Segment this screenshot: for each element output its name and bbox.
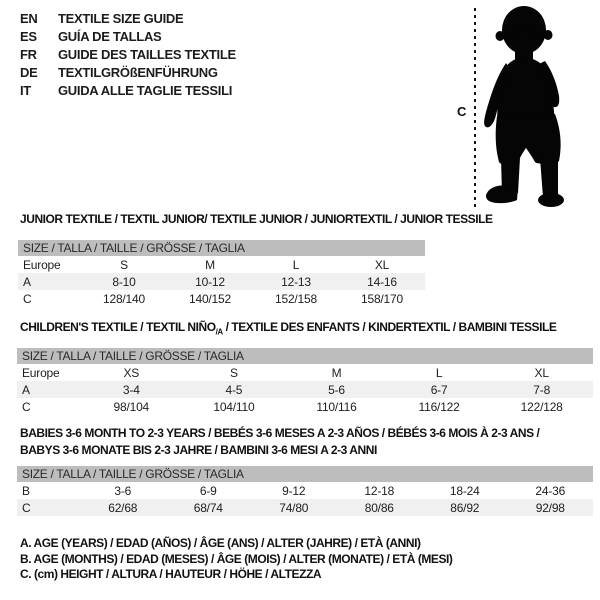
- babies-size-table: [17, 466, 593, 516]
- table-cell: 128/140: [103, 291, 145, 306]
- babies-title-line2: BABYS 3-6 MONATE BIS 2-3 JAHRE / BAMBINI 3-6 MESI A 2-3 ANNI: [20, 442, 377, 457]
- size-header-bar: SIZE / TALLA / TAILLE / GRÖSSE / TAGLIA: [17, 348, 593, 364]
- table-cell: 6-9: [199, 483, 217, 498]
- table-row-age: [18, 273, 425, 290]
- junior-size-table: [18, 240, 425, 307]
- children-title-prefix: CHILDREN'S TEXTILE / TEXTIL NIÑO: [20, 320, 216, 334]
- table-cell: 12-18: [364, 483, 395, 498]
- lang-row-de: [20, 63, 236, 81]
- table-row-height: [18, 290, 425, 307]
- height-measure-label: C: [457, 104, 467, 119]
- table-cell: 8-10: [112, 274, 136, 289]
- children-title-sub: /A: [215, 327, 223, 337]
- children-size-table: [17, 348, 593, 415]
- table-row-height: [17, 398, 593, 415]
- table-cell: XL: [534, 365, 549, 380]
- table-cell: S: [120, 257, 128, 272]
- table-cell: 24-36: [535, 483, 566, 498]
- table-row-europe: [18, 256, 425, 273]
- babies-title-line1: BABIES 3-6 MONTH TO 2-3 YEARS / BEBÉS 3-6 MESES A 2-3 AÑOS / BÉBÉS 3-6 MOIS À 2-3 ANS /: [20, 426, 540, 440]
- row-label: C: [23, 291, 32, 306]
- lang-label: GUIDE DES TAILLES TEXTILE: [58, 46, 236, 62]
- table-cell: 98/104: [113, 399, 150, 414]
- table-cell: 10-12: [195, 274, 225, 289]
- row-label: A: [22, 382, 30, 397]
- lang-label: GUÍA DE TALLAS: [58, 28, 162, 44]
- table-cell: 152/158: [275, 291, 317, 306]
- legend-line-c: C. (cm) HEIGHT / ALTURA / HAUTEUR / HÖHE / ALTEZZA: [20, 567, 322, 581]
- table-cell: 80/86: [364, 500, 394, 515]
- row-label: B: [22, 483, 30, 498]
- language-list: [20, 9, 236, 99]
- baby-silhouette-icon: [484, 6, 564, 207]
- baby-figure: [440, 0, 600, 215]
- junior-table-title: JUNIOR TEXTILE / TEXTIL JUNIOR/ TEXTILE JUNIOR / JUNIORTEXTIL / JUNIOR TESSILE: [20, 212, 493, 226]
- table-cell: 74/80: [279, 500, 309, 515]
- table-cell: 62/68: [108, 500, 138, 515]
- lang-label: TEXTILE SIZE GUIDE: [58, 10, 184, 26]
- table-cell: 116/122: [418, 399, 460, 414]
- table-row-months: [17, 482, 593, 499]
- table-cell: 7-8: [533, 382, 551, 397]
- table-cell: XL: [374, 257, 390, 272]
- legend-line-b: B. AGE (MONTHS) / EDAD (MESES) / ÂGE (MOIS) / ALTER (MONATE) / ETÀ (MESI): [20, 551, 453, 566]
- table-cell: 4-5: [225, 382, 243, 397]
- lang-code: FR: [20, 46, 37, 62]
- lang-label: TEXTILGRÖßENFÜHRUNG: [58, 64, 218, 80]
- lang-code: EN: [20, 10, 38, 26]
- lang-row-it: [20, 81, 236, 99]
- table-cell: 104/110: [213, 399, 255, 414]
- lang-row-fr: [20, 45, 236, 63]
- table-cell: 68/74: [193, 500, 223, 515]
- row-label: C: [22, 399, 31, 414]
- table-cell: 3-6: [114, 483, 132, 498]
- table-cell: 140/152: [189, 291, 231, 306]
- table-cell: XS: [123, 365, 140, 380]
- table-cell: 110/116: [316, 399, 357, 414]
- table-cell: 86/92: [450, 500, 480, 515]
- lang-row-es: [20, 27, 236, 45]
- row-label: C: [22, 500, 31, 515]
- table-cell: 18-24: [449, 483, 480, 498]
- row-label: A: [23, 274, 31, 289]
- children-table-title: [20, 320, 556, 336]
- table-row-age: [17, 381, 593, 398]
- table-cell: 3-4: [122, 382, 140, 397]
- table-cell: M: [331, 365, 342, 380]
- table-cell: 158/170: [361, 291, 403, 306]
- lang-row-en: [20, 9, 236, 27]
- table-cell: 9-12: [282, 483, 306, 498]
- lang-code: IT: [20, 82, 31, 98]
- lang-code: ES: [20, 28, 37, 44]
- row-label: Europe: [22, 365, 60, 380]
- table-cell: L: [292, 257, 300, 272]
- legend-line-a: A. AGE (YEARS) / EDAD (AÑOS) / ÂGE (ANS) / ALTER (JAHRE) / ETÀ (ANNI): [20, 536, 421, 550]
- table-cell: M: [205, 257, 215, 272]
- table-cell: S: [229, 365, 238, 380]
- table-cell: 6-7: [430, 382, 448, 397]
- table-cell: 92/98: [535, 500, 565, 515]
- row-label: Europe: [23, 257, 61, 272]
- table-cell: 122/128: [520, 399, 563, 414]
- table-row-height: [17, 499, 593, 516]
- measure-legend: [20, 536, 452, 583]
- table-cell: 14-16: [367, 274, 397, 289]
- size-header-bar: SIZE / TALLA / TAILLE / GRÖSSE / TAGLIA: [18, 240, 425, 256]
- table-cell: 5-6: [328, 382, 345, 397]
- lang-code: DE: [20, 64, 38, 80]
- size-header-bar: SIZE / TALLA / TAILLE / GRÖSSE / TAGLIA: [17, 466, 593, 482]
- lang-label: GUIDA ALLE TAGLIE TESSILI: [58, 82, 233, 98]
- table-cell: L: [435, 365, 443, 380]
- table-row-europe: [17, 364, 593, 381]
- children-title-suffix: / TEXTILE DES ENFANTS / KINDERTEXTIL / BAMBINI TESSILE: [222, 320, 557, 334]
- babies-table-title: [20, 425, 539, 458]
- table-cell: 12-13: [281, 274, 311, 289]
